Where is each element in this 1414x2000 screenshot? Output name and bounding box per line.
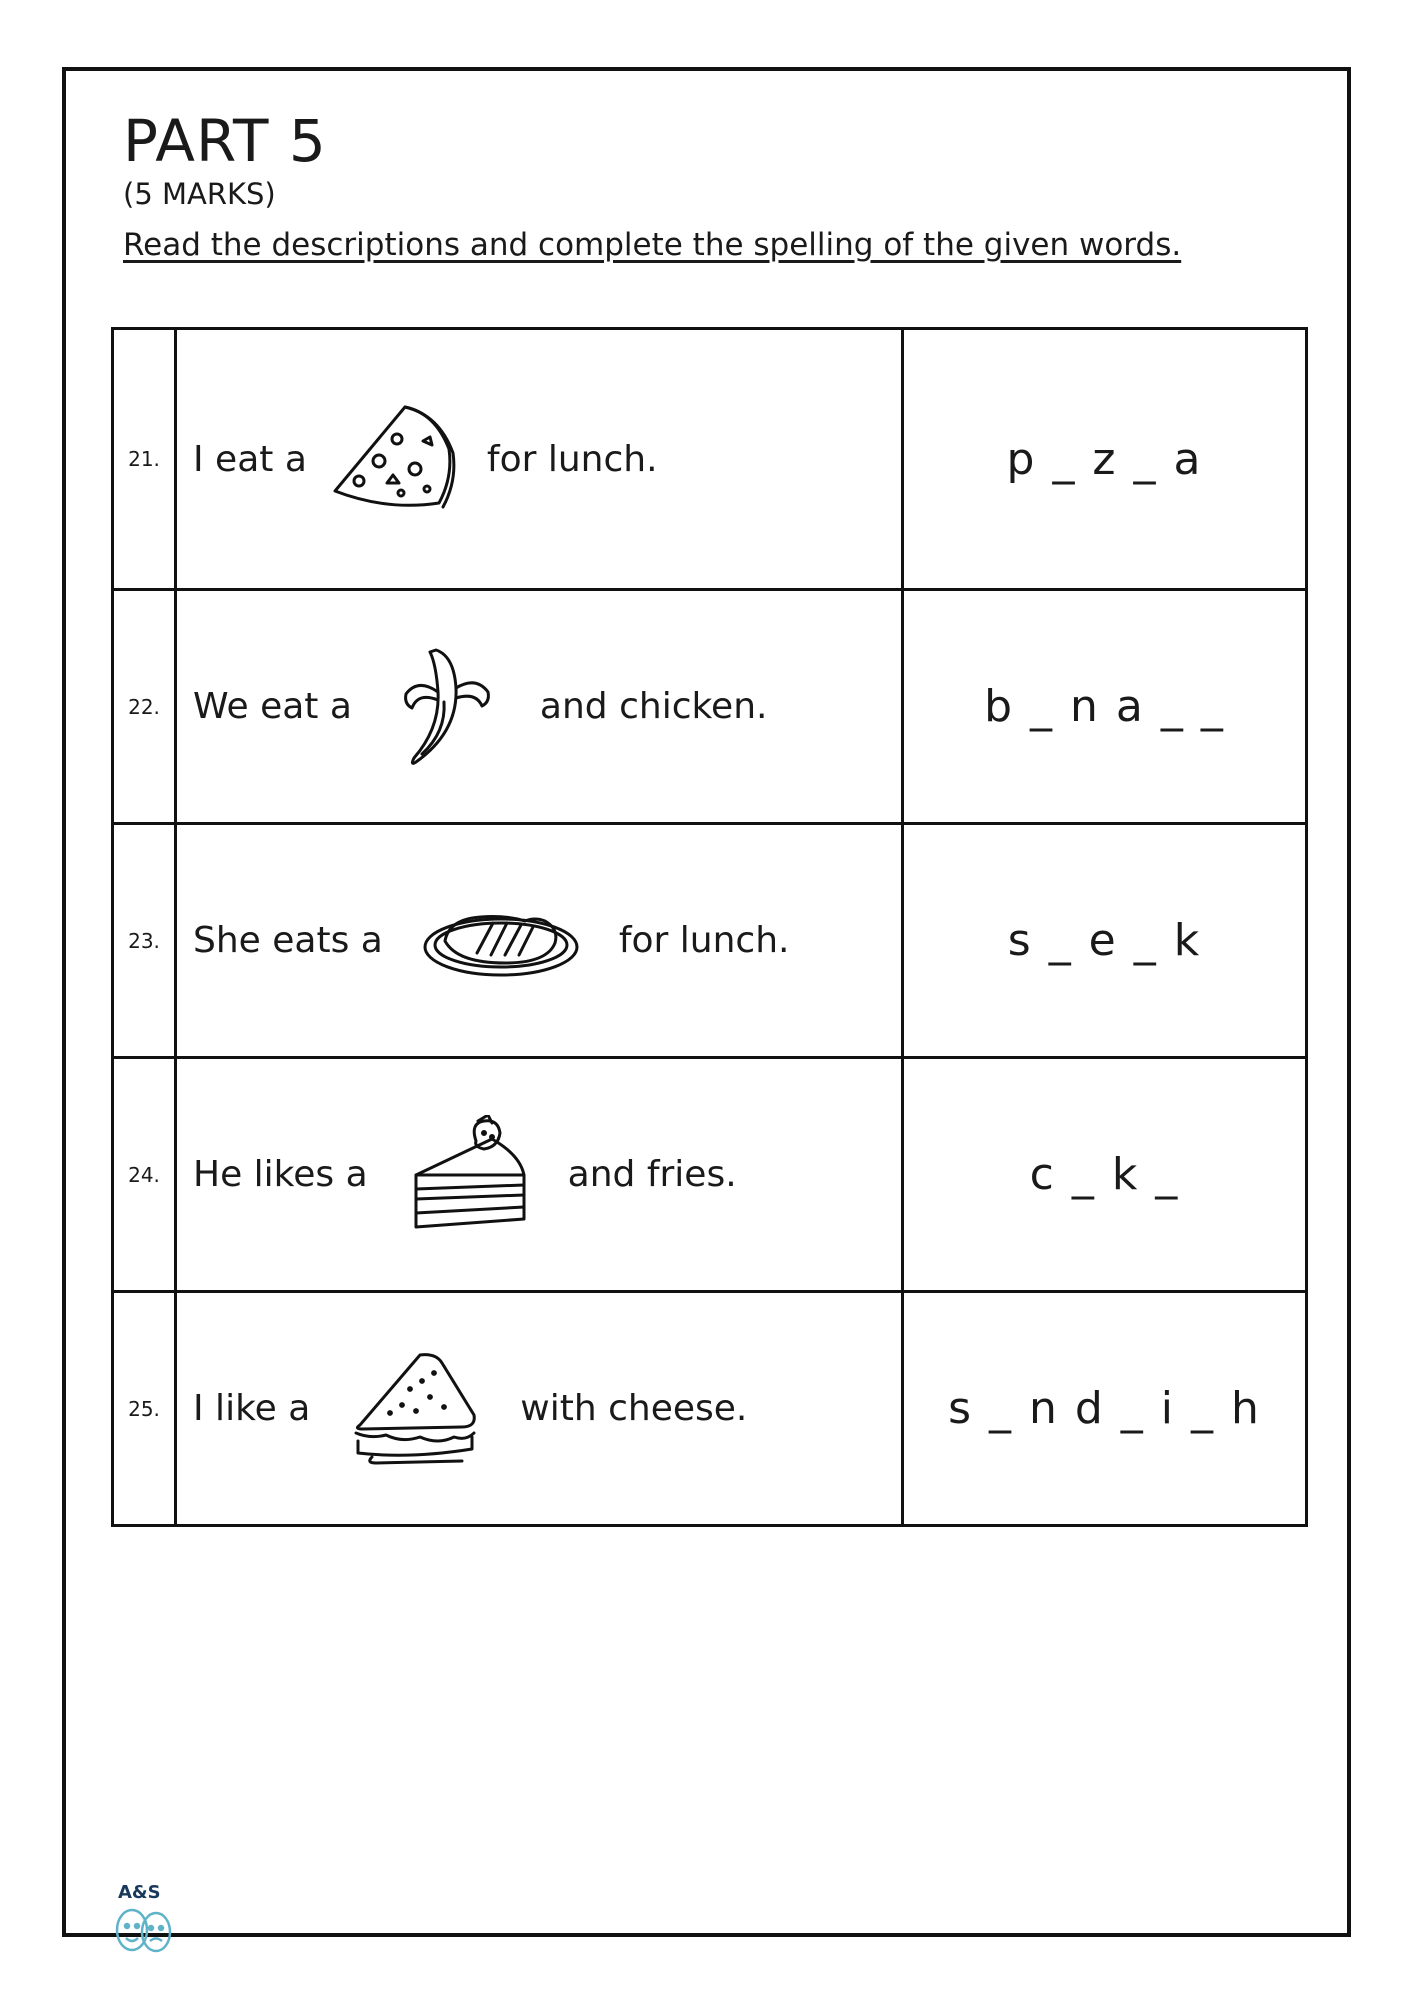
banana-icon	[396, 642, 496, 772]
sentence-end: for lunch.	[486, 438, 658, 480]
question-number: 23.	[113, 824, 176, 1058]
page-title: PART 5	[123, 107, 327, 175]
question-table	[111, 327, 1308, 1527]
sandwich-icon	[350, 1349, 480, 1469]
question-row	[113, 824, 1307, 1058]
question-number: 25.	[113, 1292, 176, 1526]
cake-icon	[408, 1115, 528, 1235]
sentence-cell	[176, 329, 903, 590]
sentence-start: We eat a	[193, 686, 352, 727]
sentence-cell	[176, 1058, 903, 1292]
pizza-icon	[327, 399, 467, 519]
marks-label: (5 MARKS)	[123, 177, 276, 211]
answer-blanks[interactable]: s _ n d _ i _ h	[903, 1292, 1307, 1526]
question-number: 21.	[113, 329, 176, 590]
answer-blanks[interactable]: b _ n a _ _	[903, 590, 1307, 824]
logo-text: A&S	[118, 1882, 161, 1903]
question-row	[113, 1292, 1307, 1526]
sentence-cell	[176, 590, 903, 824]
question-row	[113, 590, 1307, 824]
question-row	[113, 329, 1307, 590]
sentence-cell	[176, 1292, 903, 1526]
sentence-end: with cheese.	[520, 1388, 748, 1429]
answer-blanks[interactable]: c _ k _	[903, 1058, 1307, 1292]
sentence-start: I eat a	[193, 438, 307, 480]
sentence-end: and fries.	[567, 1154, 737, 1195]
question-row	[113, 1058, 1307, 1292]
sentence-start: She eats a	[193, 920, 383, 961]
sentence-end: and chicken.	[539, 686, 768, 727]
answer-blanks[interactable]: p _ z _ a	[903, 329, 1307, 590]
question-number: 22.	[113, 590, 176, 824]
instructions: Read the descriptions and complete the spelling of the given words.	[123, 227, 1182, 263]
sentence-end: for lunch.	[618, 920, 790, 961]
steak-icon	[421, 901, 581, 981]
sentence-start: He likes a	[193, 1154, 368, 1195]
sentence-start: I like a	[193, 1388, 311, 1429]
answer-blanks[interactable]: s _ e _ k	[903, 824, 1307, 1058]
sentence-cell	[176, 824, 903, 1058]
question-number: 24.	[113, 1058, 176, 1292]
logo	[100, 1878, 180, 1958]
